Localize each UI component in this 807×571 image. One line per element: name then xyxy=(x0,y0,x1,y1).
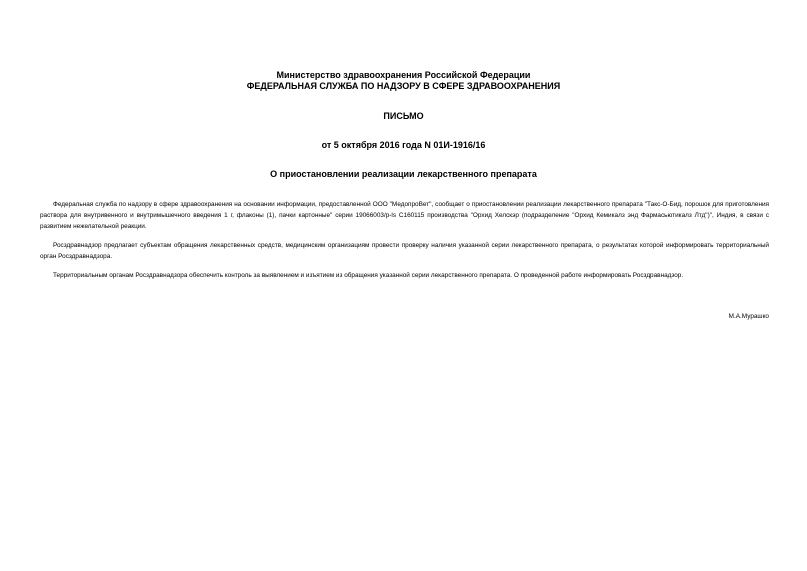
service-name: ФЕДЕРАЛЬНАЯ СЛУЖБА ПО НАДЗОРУ В СФЕРЕ ЗДРАВООХРАНЕНИЯ xyxy=(246,81,561,91)
document-type: ПИСЬМО xyxy=(383,111,424,121)
document-subject: О приостановлении реализации лекарственного препарата xyxy=(270,169,537,179)
body-paragraph: Территориальным органам Росздравнадзора обеспечить контроль за выявлением и изъятием из обращения указанной серии лекарственного препарата. О проведенной работе информировать Росздравнадзор. xyxy=(53,272,684,279)
document-date: от 5 октября 2016 года N 01И-1916/16 xyxy=(321,140,486,150)
signature: М.А.Мурашко xyxy=(728,313,769,320)
body-paragraph: Росздравнадзор предлагает субъектам обращения лекарственных средств, медицинским организациям провести проверку наличия указанной серии лекарственного препарата, о результатах которой информировать территориальный орган Росздравнадзора. xyxy=(40,242,769,260)
ministry-name: Министерство здравоохранения Российской Федерации xyxy=(276,70,531,80)
body-paragraph: Федеральная служба по надзору в сфере здравоохранения на основании информации, предоставленной ООО "МедопроВет", сообщает о приостановлении реализации лекарственного препарата "Такс-О-Бид, порошок для приготовления раствора для внутривенного и внутримышечного введения 1 г, флаконы (1), пачки картонные" серии 19066003/р-ls С160115 производства "Орхид Хелскэр (подразделение "Орхид Кемикалз энд Фармасьютикалз Лтд")", Индия, в связи с развитием нежелательной реакции. xyxy=(40,201,769,230)
